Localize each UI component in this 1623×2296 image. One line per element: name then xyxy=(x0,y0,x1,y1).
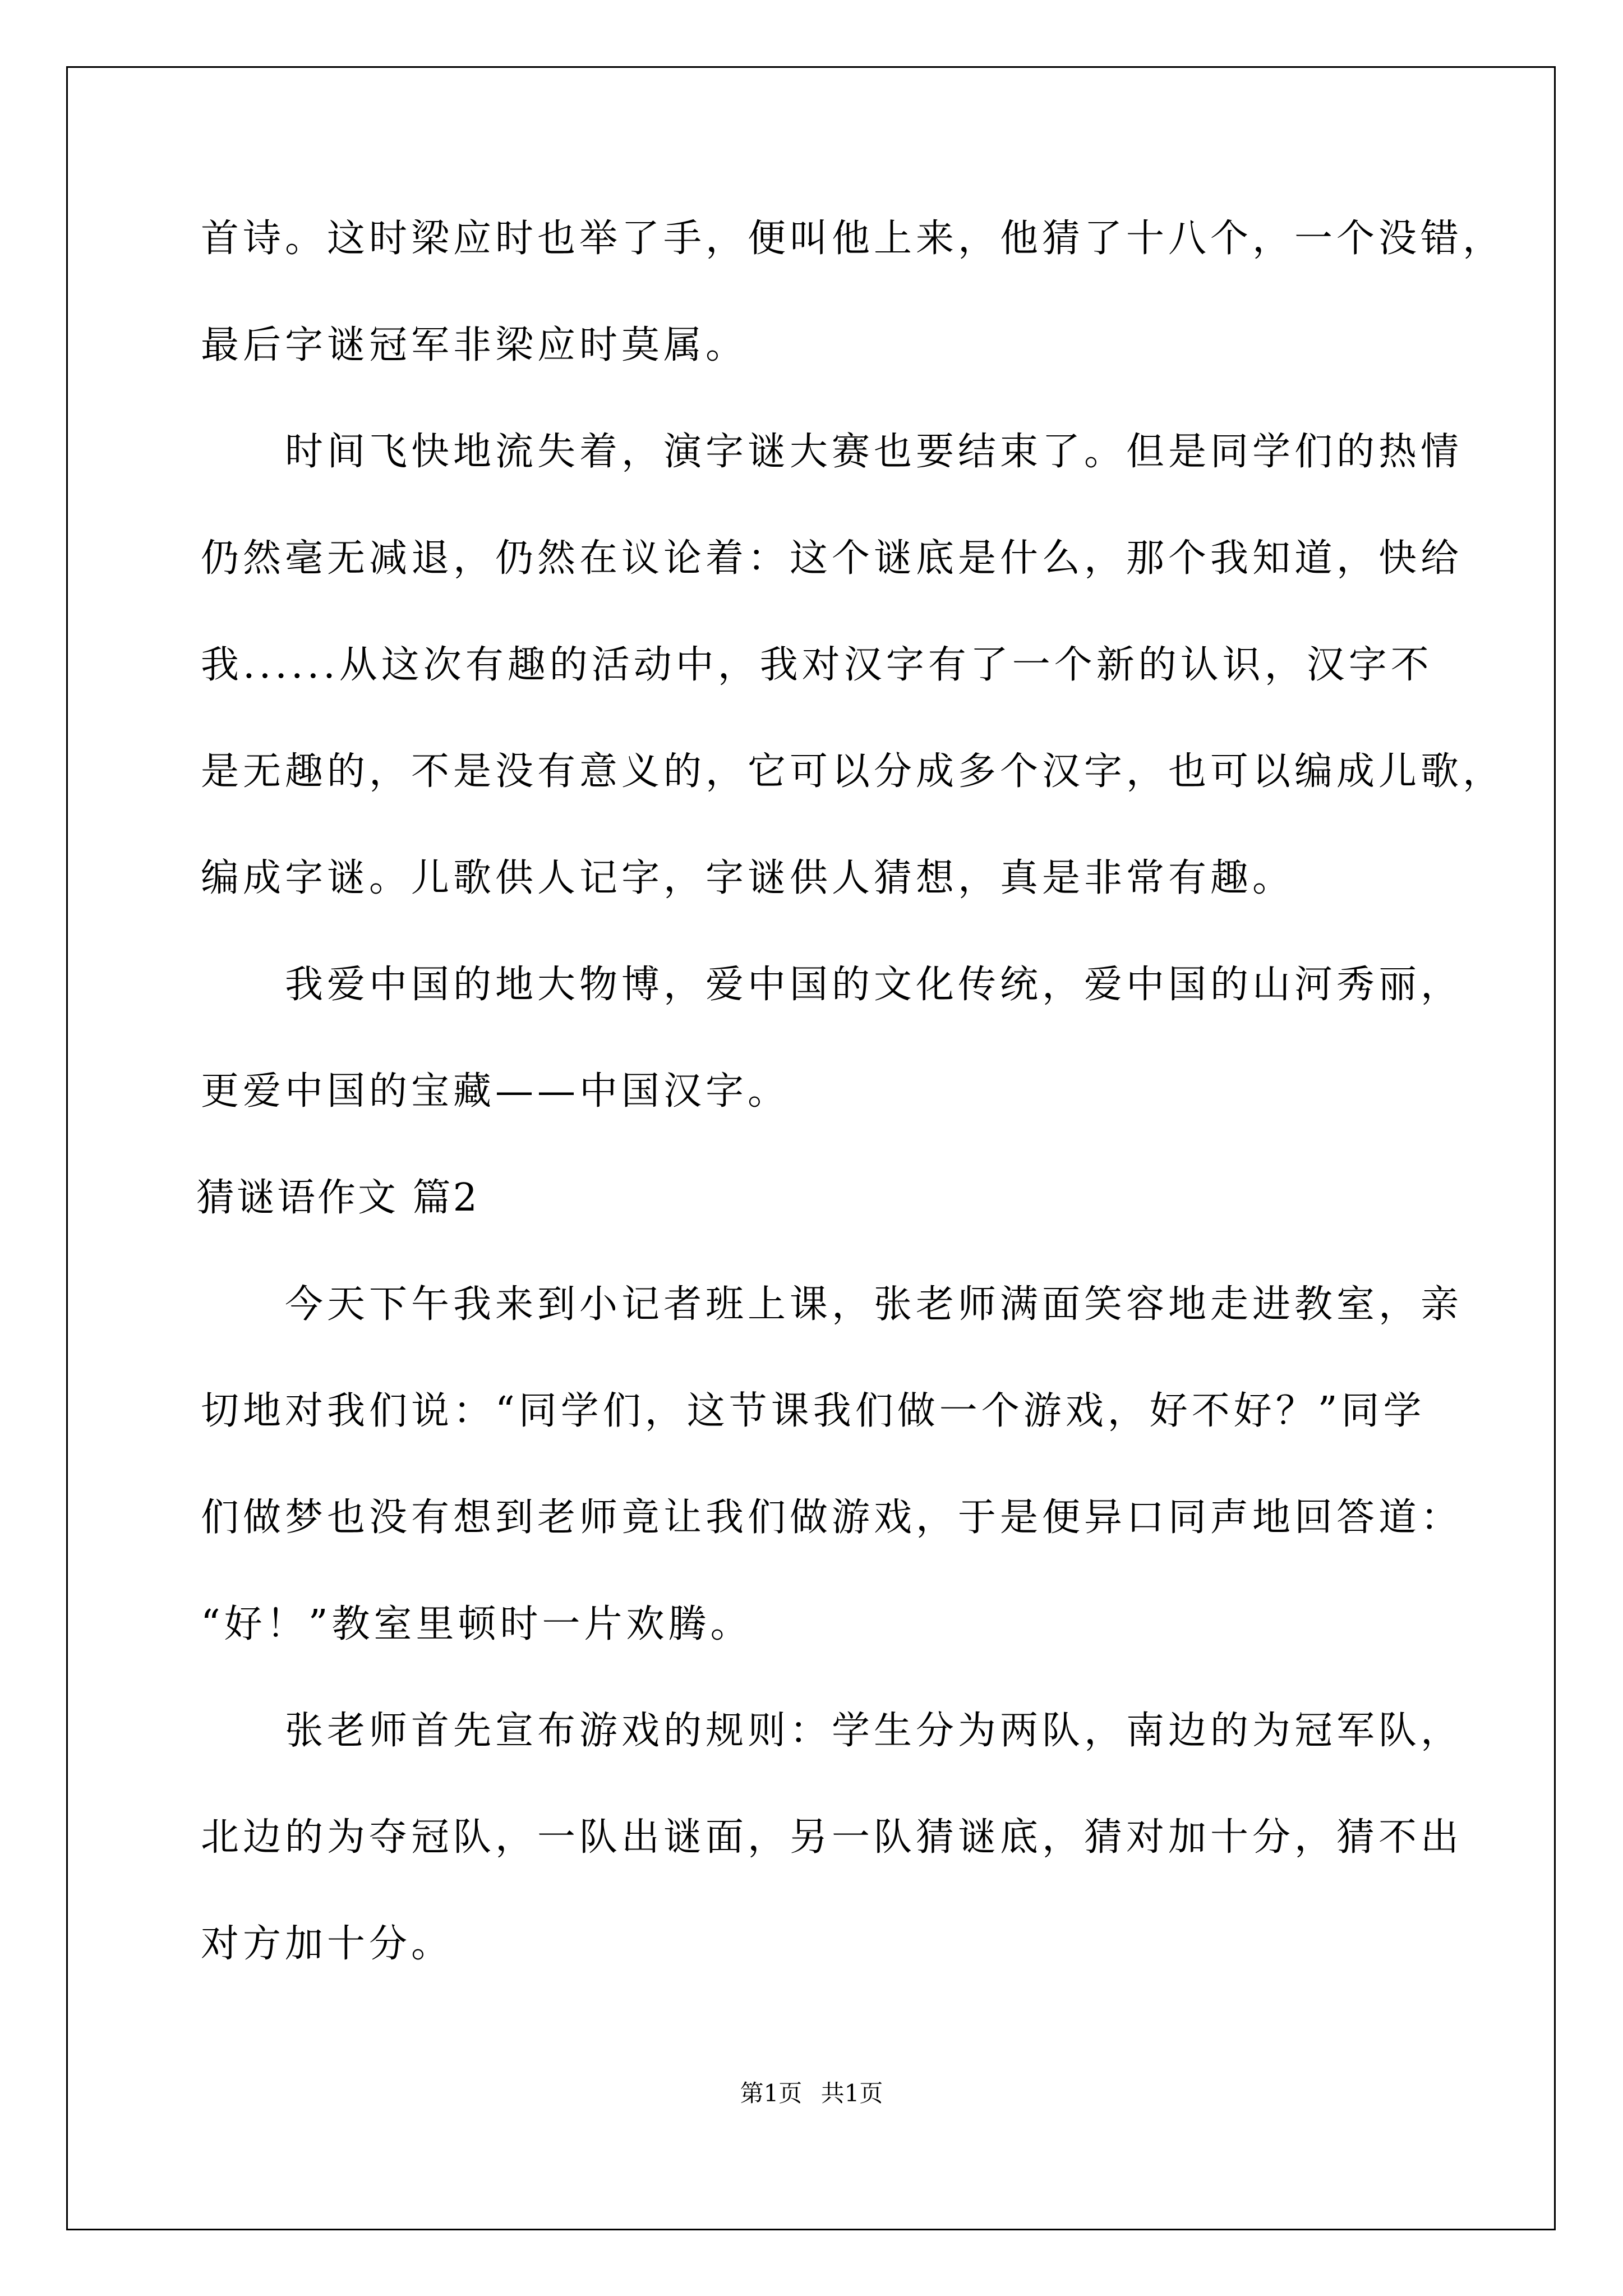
paragraph xyxy=(201,426,1505,904)
text-line: 我爱中国的地大物博，爱中国的文化传统，爱中国的山河秀丽， xyxy=(285,963,1463,1007)
text-line: 切地对我们说：“同学们，这节课我们做一个游戏，好不好？”同学 xyxy=(201,1389,1426,1433)
text-line: 最后字谜冠军非梁应时莫属。 xyxy=(201,323,748,367)
section-heading-text: 猜谜语作文 篇2 xyxy=(196,1176,479,1220)
page-number-total: 共1页 xyxy=(820,2079,883,2107)
paragraph xyxy=(201,959,1463,1117)
text-line: “好！”教室里顿时一片欢腾。 xyxy=(201,1602,753,1646)
text-line: 今天下午我来到小记者班上课，张老师满面笑容地走进教室，亲 xyxy=(285,1282,1463,1327)
text-line: 北边的为夺冠队，一队出谜面，另一队猜谜底，猜对加十分，猜不出 xyxy=(201,1815,1463,1860)
document-body xyxy=(196,213,1505,1970)
text-line: 是无趣的，不是没有意义的，它可以分成多个汉字，也可以编成儿歌， xyxy=(201,749,1505,794)
text-line: 仍然毫无减退，仍然在议论着：这个谜底是什么，那个我知道，快给 xyxy=(201,536,1463,581)
paragraph xyxy=(201,1705,1463,1970)
paragraph xyxy=(201,213,1505,371)
paragraph xyxy=(201,1279,1463,1650)
page-number-current: 第1页 xyxy=(740,2079,803,2107)
text-line: 们做梦也没有想到老师竟让我们做游戏，于是便异口同声地回答道： xyxy=(201,1496,1463,1540)
text-line: 我......从这次有趣的活动中，我对汉字有了一个新的认识，汉字不 xyxy=(201,643,1433,687)
text-line: 首诗。这时梁应时也举了手，便叫他上来，他猜了十八个，一个没错， xyxy=(201,217,1505,261)
page-footer xyxy=(0,2079,1623,2108)
text-line: 编成字谜。儿歌供人记字，字谜供人猜想，真是非常有趣。 xyxy=(201,856,1295,900)
section-heading xyxy=(196,1172,1435,1224)
text-line: 更爱中国的宝藏——中国汉字。 xyxy=(201,1069,790,1114)
text-line: 时间飞快地流失着，演字谜大赛也要结束了。但是同学们的热情 xyxy=(285,430,1463,474)
text-line: 张老师首先宣布游戏的规则：学生分为两队，南边的为冠军队， xyxy=(285,1709,1463,1753)
text-line: 对方加十分。 xyxy=(201,1922,454,1966)
